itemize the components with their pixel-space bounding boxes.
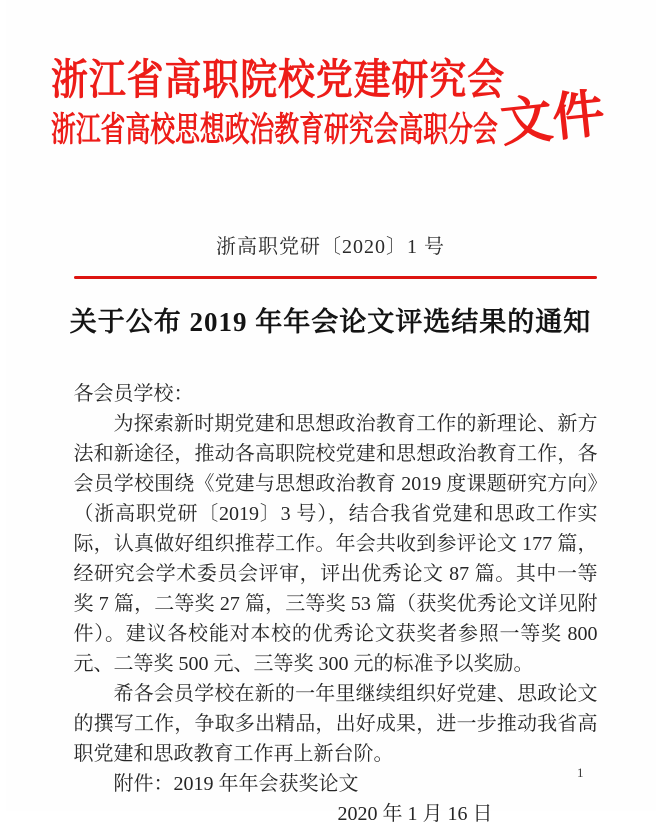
notice-body — [74, 379, 598, 829]
notice-title: 关于公布 2019 年年会论文评选结果的通知 — [69, 307, 592, 337]
page-number: 1 — [577, 765, 584, 780]
attachment-line: 附件：2019 年年会获奖论文 — [113, 773, 359, 795]
doc-number: 浙高职党研〔2020〕1 号 — [216, 236, 445, 258]
red-separator-line — [74, 276, 597, 279]
org-name-line-1: 浙江省高职院校党建研究会 — [50, 58, 505, 104]
org-name-line-2: 浙江省高校思想政治教育研究会高职分会 — [50, 112, 498, 150]
date-line: 2020 年 1 月 16 日 — [337, 803, 493, 825]
letterhead — [6, 0, 656, 168]
document-page — [6, 0, 656, 825]
paragraph-2: 希各会员学校在新的一年里继续组织好党建、思政论文的撰写工作，争取多出精品，出好成果，进一步推动我省高职党建和思政教育工作再上新台阶。 — [73, 683, 598, 765]
salutation: 各会员学校： — [73, 383, 194, 405]
doc-type-label: 文件 — [497, 85, 607, 154]
paragraph-1: 为探索新时期党建和思想政治教育工作的新理论、新方法和新途径，推动各高职院校党建和思想政治教育工作，各会员学校围绕《党建与思想政治教育 2019 度课题研究方向》（浙高职党研〔2019〕3 号），结合我省党建和思政工作实际，认真做好组织推荐工作。年会共收到参评论文 177 篇，经研究会学术委员会评审，评出优秀论文 87 篇。其中一等奖 7 篇，二等奖 27 篇，三等奖 53 篇（获奖优秀论文详见附件）。建议各校能对本校的优秀论文获奖者参照一等奖 800 元、二等奖 500 元、三等奖 300 元的标准予以奖励。 — [73, 413, 598, 675]
